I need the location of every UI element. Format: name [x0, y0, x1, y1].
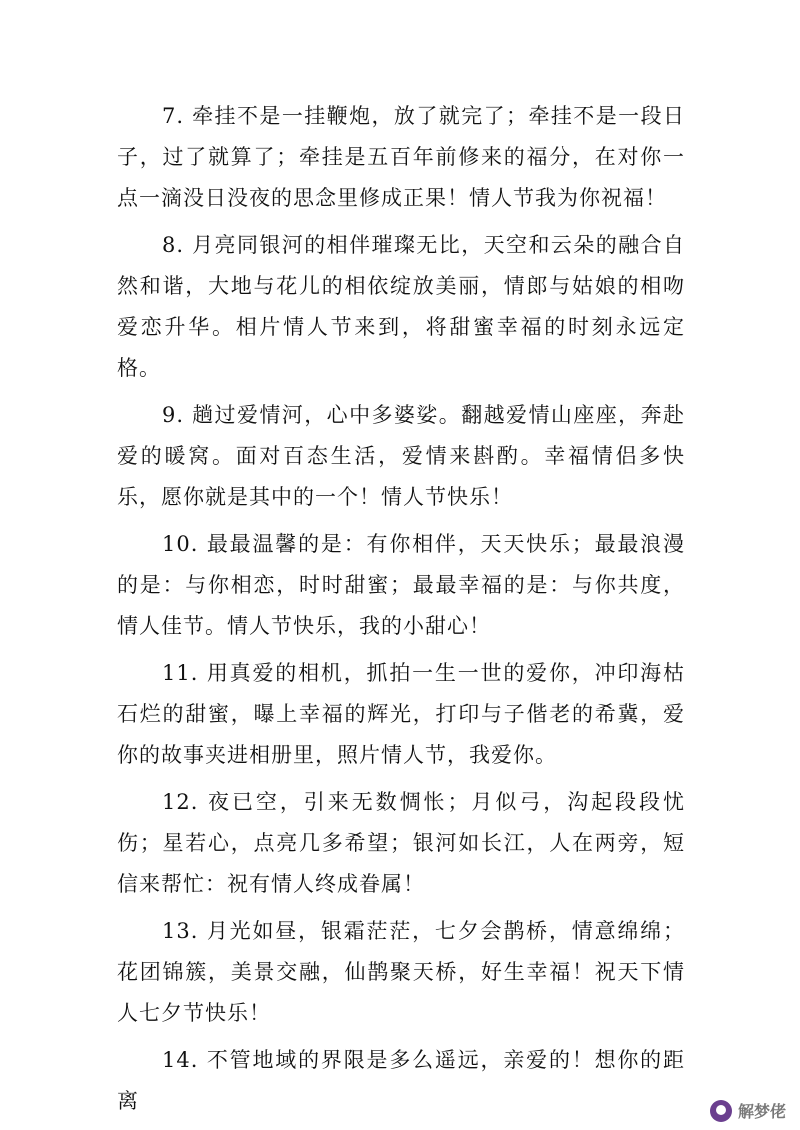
paragraph-7: 7. 牵挂不是一挂鞭炮，放了就完了；牵挂不是一段日子，过了就算了；牵挂是五百年前修来的福分，在对你一点一滴没日没夜的思念里修成正果！情人节我为你祝福！ [117, 104, 685, 210]
paragraph-13: 13. 月光如昼，银霜茫茫，七夕会鹊桥，情意绵绵；花团锦簇，美景交融，仙鹊聚天桥，好生幸福！祝天下情人七夕节快乐！ [117, 919, 685, 1025]
paragraph-12: 12. 夜已空，引来无数惆怅；月似弓，沟起段段忧伤；星若心，点亮几多希望；银河如长江，人在两旁，短信来帮忙：祝有情人终成眷属！ [117, 790, 685, 896]
paragraph-10: 10. 最最温馨的是：有你相伴，天天快乐；最最浪漫的是：与你相恋，时时甜蜜；最最幸福的是：与你共度，情人佳节。情人节快乐，我的小甜心！ [117, 532, 685, 638]
paragraph-14: 14. 不管地域的界限是多么遥远，亲爱的！想你的距离 [117, 1048, 685, 1113]
paragraph-11: 11. 用真爱的相机，抓拍一生一世的爱你，冲印海枯石烂的甜蜜，曝上幸福的辉光，打印与子偕老的希冀，爱你的故事夹进相册里，照片情人节，我爱你。 [117, 661, 685, 767]
watermark [710, 1099, 786, 1122]
watermark-text: 解梦佬 [737, 1102, 786, 1121]
paragraph-9: 9. 趟过爱情河，心中多婆娑。翻越爱情山座座，奔赴爱的暖窝。面对百态生活，爱情来斟酌。幸福情侣多快乐，愿你就是其中的一个！情人节快乐！ [117, 403, 685, 509]
paragraph-8: 8. 月亮同银河的相伴璀璨无比，天空和云朵的融合自然和谐，大地与花儿的相依绽放美丽，情郎与姑娘的相吻爱恋升华。相片情人节来到，将甜蜜幸福的时刻永远定格。 [117, 233, 685, 380]
mascot-icon [710, 1100, 732, 1122]
